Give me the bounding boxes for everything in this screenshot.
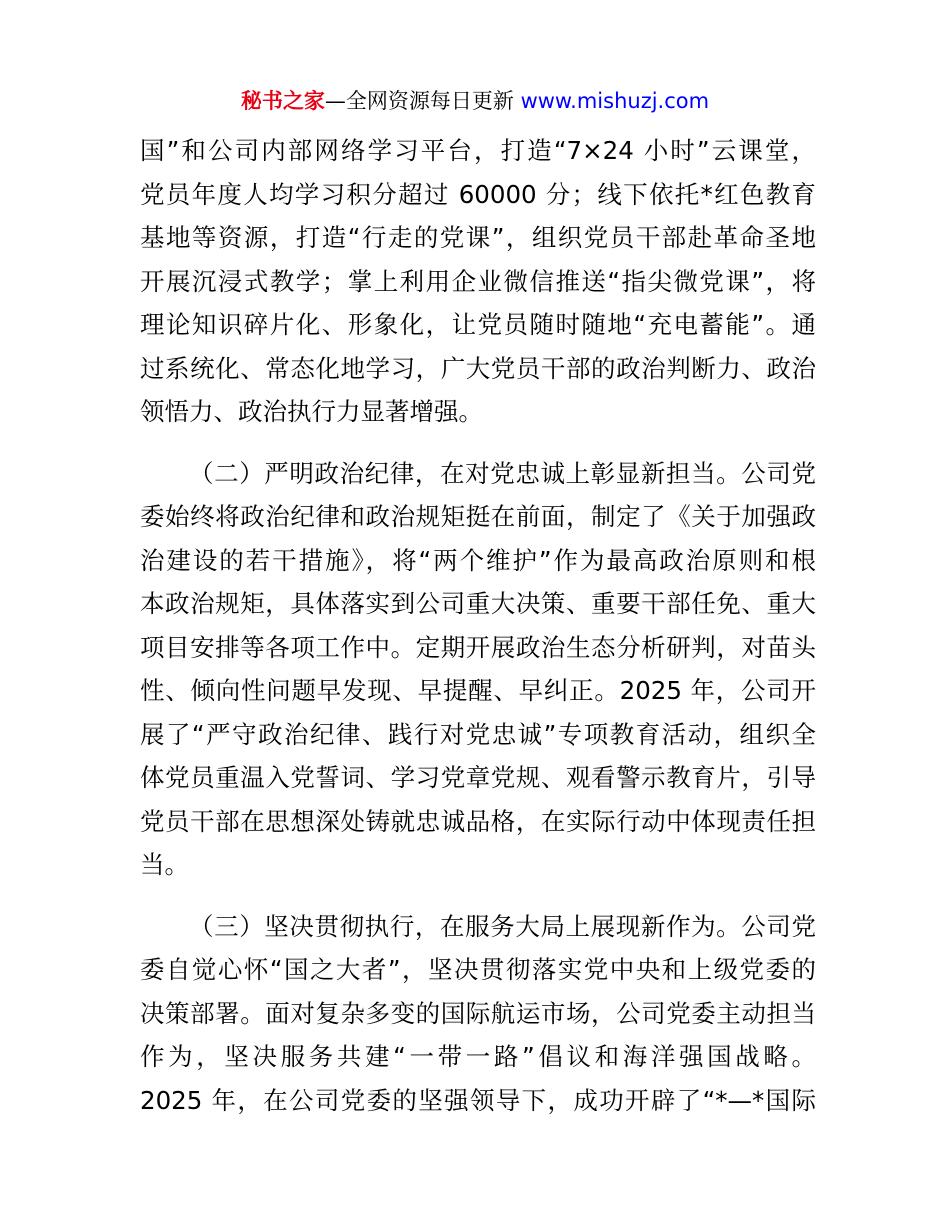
text-line: 党员年度人均学习积分超过 60000 分；线下依托*红色教育	[140, 179, 816, 209]
text-line: 治建设的若干措施》，将“两个维护”作为最高政治原则和根	[140, 545, 816, 575]
text-line: 国”和公司内部网络学习平台，打造“7×24 小时”云课堂，	[140, 136, 816, 165]
text-line: 委自觉心怀“国之大者”，坚决贯彻落实党中央和上级党委的	[140, 955, 816, 984]
paragraph-heading-line: （二）严明政治纪律，在对党忠诚上彰显新担当。公司党	[189, 458, 816, 488]
text-line: 过系统化、常态化地学习，广大党员干部的政治判断力、政治	[140, 353, 816, 383]
header-tagline: —全网资源每日更新	[324, 89, 521, 113]
text-line: 作为，坚决服务共建“一带一路”倡议和海洋强国战略。	[140, 1042, 816, 1071]
text-line: 委始终将政治纪律和政治规矩挺在前面，制定了《关于加强政	[140, 502, 816, 531]
text-line: 项目安排等各项工作中。定期开展政治生态分析研判，对苗头	[140, 632, 816, 662]
text-line: 理论知识碎片化、形象化，让党员随时随地“充电蓄能”。通	[140, 310, 816, 339]
site-url-link[interactable]: www.mishuzj.com	[520, 89, 710, 113]
document-body	[140, 129, 816, 1122]
text-line: 开展沉浸式教学；掌上利用企业微信推送“指尖微党课”，将	[140, 266, 816, 296]
paragraph-3	[140, 905, 816, 1123]
text-line: 党员干部在思想深处铸就忠诚品格，在实际行动中体现责任担	[140, 806, 816, 836]
paragraph-2	[140, 452, 816, 887]
text-line: 当。	[140, 850, 189, 879]
paragraph-heading-line: （三）坚决贯彻执行，在服务大局上展现新作为。公司党	[189, 911, 816, 941]
text-line: 领悟力、政治执行力显著增强。	[140, 397, 483, 426]
site-header	[0, 86, 950, 116]
text-line: 本政治规矩，具体落实到公司重大决策、重要干部任免、重大	[140, 589, 816, 618]
text-line: 展了“严守政治纪律、践行对党忠诚”专项教育活动，组织全	[140, 719, 816, 749]
text-line: 决策部署。面对复杂多变的国际航运市场，公司党委主动担当	[140, 998, 816, 1028]
text-line: 2025 年，在公司党委的坚强领导下，成功开辟了“*—*国际	[140, 1085, 816, 1115]
text-line: 性、倾向性问题早发现、早提醒、早纠正。2025 年，公司开	[140, 676, 816, 705]
brand-name: 秘书之家	[240, 89, 325, 113]
paragraph-1	[140, 129, 816, 434]
text-line: 基地等资源，打造“行走的党课”，组织党员干部赴革命圣地	[140, 223, 816, 252]
text-line: 体党员重温入党誓词、学习党章党规、观看警示教育片，引导	[140, 763, 816, 792]
